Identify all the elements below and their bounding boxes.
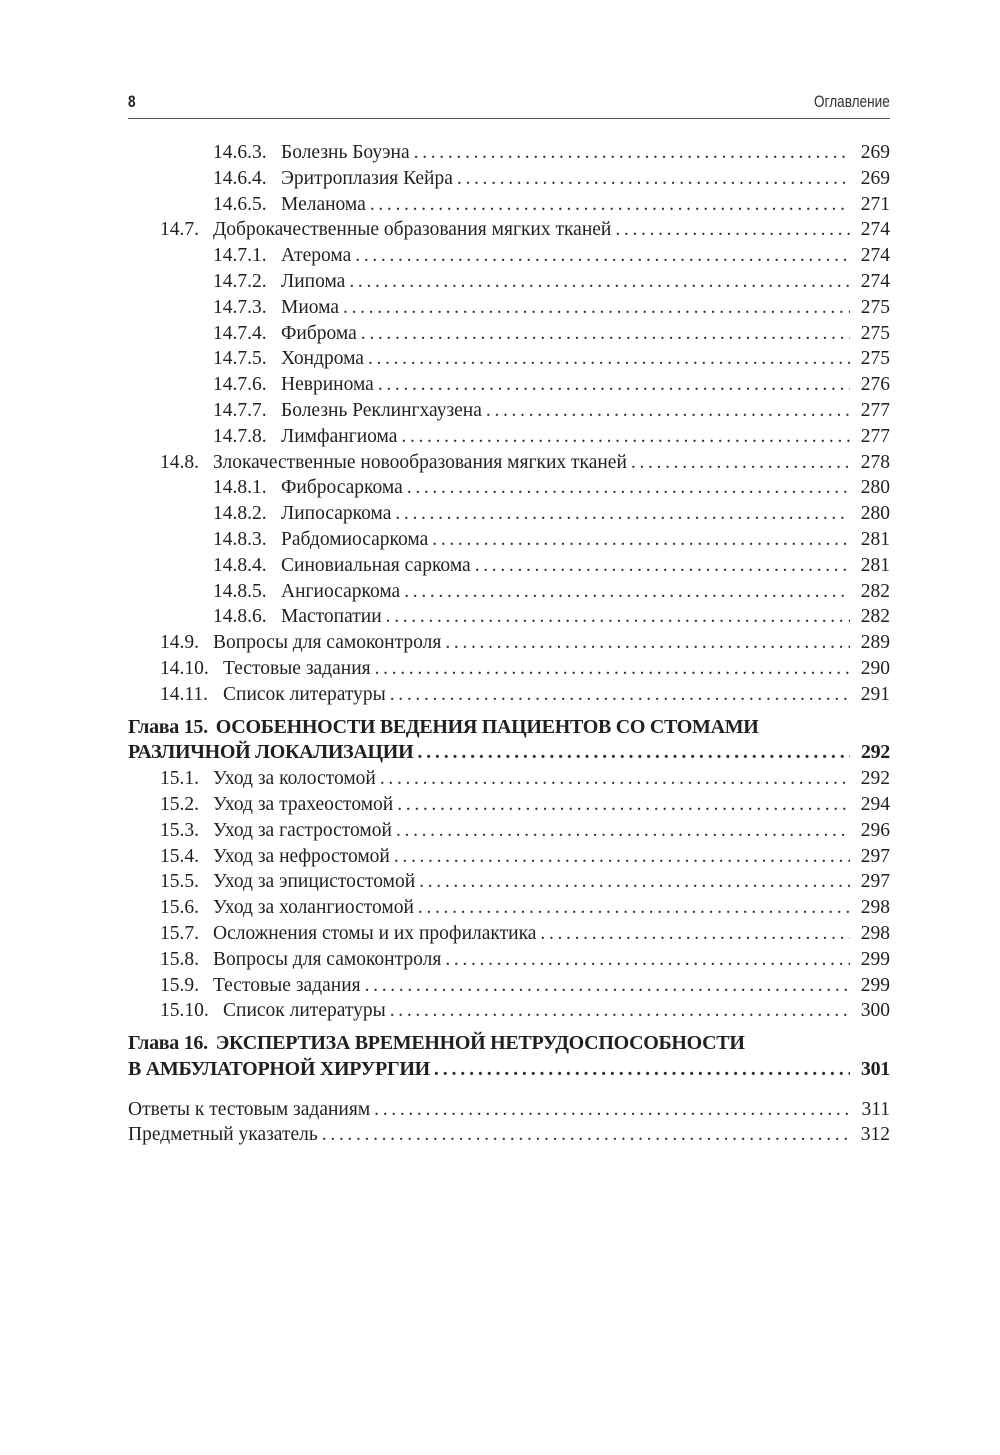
toc-page-number: 299 [860, 974, 890, 996]
dot-leader [374, 1097, 850, 1123]
toc-entry-title: Тестовые задания [213, 974, 361, 996]
toc-entry[interactable] [128, 869, 890, 895]
chapter-heading[interactable] [128, 1031, 890, 1057]
chapter-number: Глава 15. [128, 715, 208, 738]
toc-entry-title: Лимфангиома [281, 425, 398, 447]
toc-entry[interactable] [128, 166, 890, 192]
toc-entry-title: Вопросы для самоконтроля [213, 632, 442, 654]
toc-entry[interactable] [128, 656, 890, 682]
dot-leader [418, 895, 850, 921]
toc-entry-number: 15.2. [160, 793, 199, 815]
toc-entry-title: Болезнь Реклингхаузена [281, 399, 482, 421]
dot-leader [343, 295, 850, 321]
toc-page-number: 271 [860, 193, 890, 215]
table-of-contents [128, 140, 890, 1148]
toc-entry-number: 14.7.1. [213, 245, 267, 267]
toc-entry-title: Предметный указатель [128, 1124, 318, 1146]
toc-page-number: 297 [860, 871, 890, 893]
toc-page-number: 274 [860, 270, 890, 292]
toc-entry-title: Невринома [281, 374, 374, 396]
toc-entry-number: 14.7.2. [213, 270, 267, 292]
toc-page-number: 290 [860, 657, 890, 679]
dot-leader [378, 372, 850, 398]
dot-leader [445, 947, 850, 973]
toc-entry-title: Вопросы для самоконтроля [213, 948, 442, 970]
toc-entry-number: 14.7.6. [213, 374, 267, 396]
dot-leader [390, 998, 850, 1024]
toc-page-number: 275 [860, 296, 890, 318]
toc-entry-number: 15.8. [160, 948, 199, 970]
toc-entry-title: Уход за нефростомой [213, 845, 390, 867]
toc-page-number: 299 [860, 948, 890, 970]
toc-entry-title: Злокачественные новообразования мягких тканей [213, 451, 627, 473]
toc-entry-number: 14.7.3. [213, 296, 267, 318]
toc-entry[interactable] [128, 217, 890, 243]
toc-entry-number: 15.4. [160, 845, 199, 867]
dot-leader [631, 450, 850, 476]
toc-entry-number: 14.6.4. [213, 167, 267, 189]
dot-leader [394, 844, 850, 870]
dot-leader [417, 740, 850, 766]
dot-leader [349, 269, 850, 295]
toc-entry[interactable] [128, 346, 890, 372]
toc-entry[interactable] [128, 527, 890, 553]
toc-page-number: 292 [860, 741, 890, 764]
toc-entry-number: 14.9. [160, 632, 199, 654]
chapter-title-line2: РАЗЛИЧНОЙ ЛОКАЛИЗАЦИИ [128, 741, 414, 764]
dot-leader [355, 243, 850, 269]
dot-leader [445, 630, 850, 656]
chapter-number: Глава 16. [128, 1032, 208, 1055]
toc-entry-number: 14.8.1. [213, 477, 267, 499]
toc-entry-number: 15.9. [160, 974, 199, 996]
toc-page-number: 281 [860, 528, 890, 550]
chapter-heading[interactable] [128, 715, 890, 741]
toc-entry-number: 15.6. [160, 897, 199, 919]
toc-entry-number: 14.8.6. [213, 606, 267, 628]
toc-page-number: 294 [860, 793, 890, 815]
toc-entry-title: Уход за эпицистостомой [213, 871, 416, 893]
running-header [128, 92, 890, 119]
toc-page-number: 277 [860, 399, 890, 421]
toc-entry-title: Ангиосаркома [281, 580, 401, 602]
toc-entry[interactable] [128, 682, 890, 708]
toc-entry[interactable] [128, 973, 890, 999]
dot-leader [365, 973, 850, 999]
toc-entry[interactable] [128, 553, 890, 579]
dot-leader [457, 166, 850, 192]
toc-entry-title: Рабдомиосаркома [281, 528, 429, 550]
toc-entry[interactable] [128, 372, 890, 398]
toc-entry[interactable] [128, 140, 890, 166]
toc-page-number: 280 [860, 477, 890, 499]
toc-entry-title: Фибросаркома [281, 477, 403, 499]
toc-entry-number: 14.7.5. [213, 348, 267, 370]
toc-page-number: 281 [860, 554, 890, 576]
toc-page-number: 269 [860, 142, 890, 163]
dot-leader [414, 140, 850, 166]
toc-entry-number: 14.8.2. [213, 503, 267, 525]
toc-page-number: 282 [860, 606, 890, 628]
toc-entry[interactable] [128, 998, 890, 1024]
toc-entry[interactable] [128, 321, 890, 347]
toc-entry-title: Тестовые задания [223, 657, 371, 679]
dot-leader [370, 192, 850, 218]
chapter-title-line2: В АМБУЛАТОРНОЙ ХИРУРГИИ [128, 1057, 430, 1080]
toc-entry-number: 14.6.5. [213, 193, 267, 215]
toc-entry-number: 14.10. [160, 657, 209, 679]
toc-entry-title: Ответы к тестовым заданиям [128, 1098, 371, 1120]
toc-page-number: 300 [860, 1000, 890, 1022]
dot-leader [386, 604, 850, 630]
toc-entry-title: Липома [281, 270, 346, 292]
dot-leader [404, 579, 850, 605]
dot-leader [397, 792, 850, 818]
toc-entry-number: 14.7.8. [213, 425, 267, 447]
toc-entry-title: Список литературы [223, 1000, 386, 1022]
toc-entry-title: Меланома [281, 193, 366, 215]
dot-leader [419, 869, 850, 895]
toc-entry[interactable] [128, 844, 890, 870]
chapter-heading-cont[interactable] [128, 1057, 890, 1083]
toc-entry[interactable] [128, 792, 890, 818]
toc-page-number: 280 [860, 503, 890, 525]
toc-entry-number: 14.7.4. [213, 322, 267, 344]
toc-entry[interactable] [128, 947, 890, 973]
toc-entry[interactable] [128, 604, 890, 630]
toc-entry[interactable] [128, 818, 890, 844]
toc-entry-number: 14.7. [160, 219, 199, 241]
toc-entry-number: 14.11. [160, 683, 209, 705]
toc-page-number: 276 [860, 374, 890, 396]
toc-entry-title: Доброкачественные образования мягких тканей [213, 219, 612, 241]
toc-entry-number: 15.1. [160, 768, 199, 790]
chapter-title-line1: ОСОБЕННОСТИ ВЕДЕНИЯ ПАЦИЕНТОВ СО СТОМАМИ [215, 715, 759, 738]
dot-leader [375, 656, 850, 682]
toc-entry-title: Уход за гастростомой [213, 819, 392, 841]
dot-leader [395, 501, 850, 527]
toc-entry-number: 14.8.4. [213, 554, 267, 576]
toc-page-number: 269 [860, 167, 890, 189]
toc-entry-number: 14.7.7. [213, 399, 267, 421]
toc-entry-title: Мастопатии [281, 606, 382, 628]
toc-entry-number: 14.8. [160, 451, 199, 473]
toc-entry-number: 14.8.3. [213, 528, 267, 550]
toc-entry[interactable] [128, 192, 890, 218]
toc-entry-number: 14.6.3. [213, 142, 267, 163]
toc-entry-number: 15.5. [160, 871, 199, 893]
toc-page-number: 275 [860, 348, 890, 370]
toc-entry-title: Атерома [281, 245, 352, 267]
chapter-title-line1: ЭКСПЕРТИЗА ВРЕМЕННОЙ НЕТРУДОСПОСОБНОСТИ [215, 1032, 745, 1055]
toc-page-number: 292 [860, 768, 890, 790]
toc-entry-number: 14.8.5. [213, 580, 267, 602]
toc-page-number: 274 [860, 245, 890, 267]
toc-entry-title: Хондрома [281, 348, 364, 370]
toc-entry[interactable] [128, 269, 890, 295]
toc-entry-number: 15.10. [160, 1000, 209, 1022]
toc-entry-title: Липосаркома [281, 503, 392, 525]
toc-page-number: 297 [860, 845, 890, 867]
dot-leader [380, 766, 850, 792]
toc-page-number: 311 [861, 1098, 890, 1120]
toc-entry-title: Осложнения стомы и их профилактика [213, 922, 537, 944]
toc-entry[interactable] [128, 630, 890, 656]
chapter-heading-cont[interactable] [128, 740, 890, 766]
dot-leader [407, 475, 850, 501]
toc-entry[interactable] [128, 475, 890, 501]
toc-entry[interactable] [128, 424, 890, 450]
toc-page-number: 289 [860, 632, 890, 654]
toc-page-number: 312 [860, 1124, 890, 1146]
toc-page-number: 296 [860, 819, 890, 841]
toc-entry[interactable] [128, 450, 890, 476]
toc-entry-number: 15.7. [160, 922, 199, 944]
dot-leader [432, 527, 850, 553]
toc-entry-title: Синовиальная саркома [281, 554, 471, 576]
toc-page-number: 277 [860, 425, 890, 447]
toc-entry-title: Фиброма [281, 322, 357, 344]
dot-leader [401, 424, 850, 450]
dot-leader [486, 398, 850, 424]
toc-entry[interactable] [128, 243, 890, 269]
toc-page-number: 298 [860, 897, 890, 919]
toc-page-number: 274 [860, 219, 890, 241]
toc-entry-title: Уход за трахеостомой [213, 793, 394, 815]
toc-page-number: 278 [860, 451, 890, 473]
dot-leader [322, 1122, 850, 1148]
toc-entry-number: 15.3. [160, 819, 199, 841]
toc-entry[interactable] [128, 398, 890, 424]
toc-entry[interactable] [128, 579, 890, 605]
toc-entry-title: Список литературы [223, 683, 386, 705]
section-title: Оглавление [814, 92, 890, 111]
dot-leader [434, 1057, 850, 1083]
dot-leader [368, 346, 850, 372]
dot-leader [475, 553, 850, 579]
toc-page-number: 291 [860, 683, 890, 705]
toc-page-number: 301 [860, 1057, 890, 1080]
toc-entry[interactable] [128, 1097, 890, 1123]
toc-entry[interactable] [128, 1122, 890, 1148]
toc-entry-title: Уход за холангиостомой [213, 897, 414, 919]
dot-leader [396, 818, 850, 844]
toc-entry[interactable] [128, 295, 890, 321]
toc-entry-title: Миома [281, 296, 340, 318]
toc-entry[interactable] [128, 766, 890, 792]
toc-entry-title: Эритроплазия Кейра [281, 167, 453, 189]
toc-page-number: 298 [860, 922, 890, 944]
page-number: 8 [128, 92, 136, 111]
toc-entry-title: Болезнь Боуэна [281, 142, 410, 163]
toc-page-number: 275 [860, 322, 890, 344]
dot-leader [540, 921, 850, 947]
toc-entry-title: Уход за колостомой [213, 768, 376, 790]
toc-page-number: 282 [860, 580, 890, 602]
toc-entry[interactable] [128, 921, 890, 947]
toc-entry[interactable] [128, 895, 890, 921]
toc-entry[interactable] [128, 501, 890, 527]
dot-leader [615, 217, 850, 243]
dot-leader [361, 321, 850, 347]
dot-leader [390, 682, 850, 708]
